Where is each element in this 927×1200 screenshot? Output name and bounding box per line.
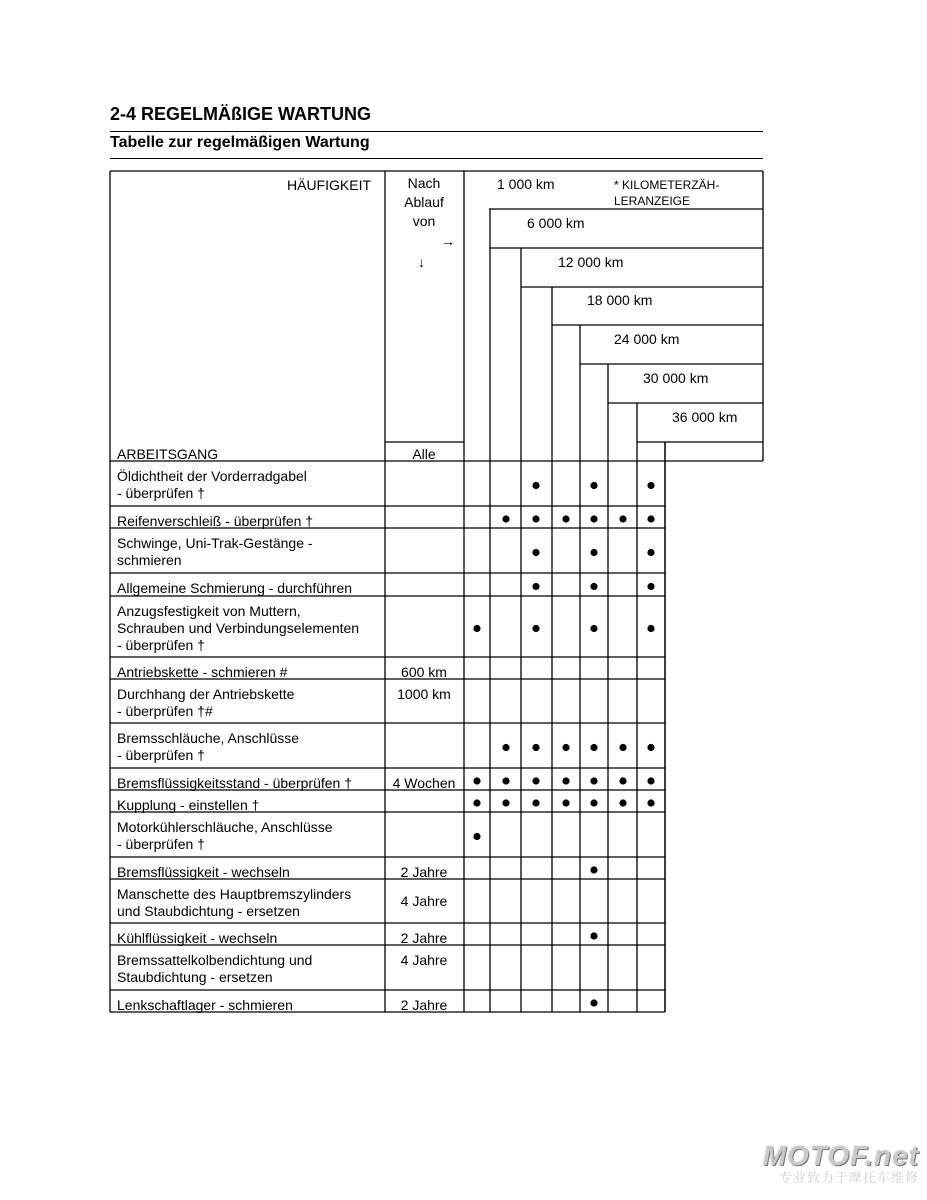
maintenance-mark (590, 932, 597, 939)
task-text: - überprüfen †# (117, 703, 213, 719)
maintenance-mark (502, 744, 509, 751)
maintenance-mark (562, 799, 569, 806)
maintenance-mark (590, 744, 597, 751)
maintenance-mark (590, 583, 597, 590)
watermark (763, 1142, 919, 1186)
km-header-label: 1 000 km (497, 176, 555, 192)
maintenance-mark (619, 777, 626, 784)
task-text: - überprüfen † (117, 485, 205, 501)
km-header-label: 12 000 km (558, 254, 624, 270)
task-text: - überprüfen † (117, 836, 205, 852)
watermark-tagline: 专业致力于摩托车维修 (778, 1170, 919, 1185)
arrow-down-icon: ↓ (418, 254, 425, 270)
task-text: Anzugsfestigkeit von Muttern, (117, 603, 301, 619)
maintenance-mark (502, 777, 509, 784)
task-text: Kühlflüssigkeit - wechseln (117, 930, 278, 946)
km-header-label: 24 000 km (614, 331, 680, 347)
maintenance-mark (562, 515, 569, 522)
interval-text: 4 Wochen (392, 775, 456, 791)
interval-text: 4 Jahre (400, 893, 448, 909)
maintenance-mark (619, 515, 626, 522)
task-text: und Staubdichtung - ersetzen (117, 903, 300, 919)
maintenance-mark (532, 799, 539, 806)
maintenance-mark (647, 799, 654, 806)
interval-text: 4 Jahre (400, 952, 448, 968)
maintenance-mark (647, 583, 654, 590)
interval-header-line: Ablauf (404, 194, 444, 210)
maintenance-mark (473, 625, 480, 632)
maintenance-mark (502, 515, 509, 522)
maintenance-mark (647, 744, 654, 751)
task-text: Bremsflüssigkeit - wechseln (117, 864, 290, 880)
maintenance-mark (590, 777, 597, 784)
maintenance-mark (532, 583, 539, 590)
section-title: 2-4 REGELMÄßIGE WARTUNG (110, 104, 372, 124)
maintenance-mark (590, 866, 597, 873)
task-text: Antriebskette - schmieren # (117, 664, 288, 680)
maintenance-mark (562, 744, 569, 751)
maintenance-mark (647, 777, 654, 784)
interval-text: 1000 km (397, 686, 451, 702)
maintenance-mark (532, 482, 539, 489)
maintenance-mark (532, 744, 539, 751)
task-text: Öldichtheit der Vorderradgabel (117, 468, 307, 484)
maintenance-mark (647, 515, 654, 522)
task-text: Schrauben und Verbindungselementen (117, 620, 360, 636)
interval-text: 2 Jahre (400, 930, 448, 946)
task-text: Reifenverschleiß - überprüfen † (117, 513, 314, 529)
maintenance-mark (590, 549, 597, 556)
interval-text: 600 km (401, 664, 447, 680)
task-text: - überprüfen † (117, 637, 205, 653)
maintenance-mark (590, 799, 597, 806)
maintenance-mark (562, 777, 569, 784)
task-text: Lenkschaftlager - schmieren (117, 997, 293, 1013)
interval-text: 2 Jahre (400, 997, 448, 1013)
km-header-label: 30 000 km (643, 370, 709, 386)
interval-all-label: Alle (412, 446, 436, 462)
interval-header-line: von (412, 213, 436, 229)
table-subtitle: Tabelle zur regelmäßigen Wartung (110, 134, 370, 151)
maintenance-mark (473, 777, 480, 784)
arrow-right-icon: → (441, 233, 455, 249)
km-header-label: 18 000 km (587, 292, 653, 308)
task-text: Schwinge, Uni-Trak-Gestänge - (117, 535, 313, 551)
maintenance-mark (619, 744, 626, 751)
maintenance-mark (473, 833, 480, 840)
maintenance-mark (532, 625, 539, 632)
frequency-label: HÄUFIGKEIT (287, 177, 372, 193)
maintenance-mark (532, 549, 539, 556)
maintenance-mark (590, 999, 597, 1006)
maintenance-mark (647, 549, 654, 556)
task-text: schmieren (117, 552, 182, 568)
task-text: Bremssattelkolbendichtung und (117, 952, 313, 968)
odometer-note-line: LERANZEIGE (614, 194, 691, 208)
task-text: Staubdichtung - ersetzen (117, 969, 273, 985)
task-text: Kupplung - einstellen † (117, 797, 260, 813)
watermark-logo: MOTOF.net (762, 1140, 919, 1171)
interval-text: 2 Jahre (400, 864, 448, 880)
task-text: Bremsflüssigkeitsstand - überprüfen † (117, 775, 352, 791)
maintenance-mark (532, 777, 539, 784)
km-header-label: 36 000 km (672, 409, 738, 425)
maintenance-mark (502, 799, 509, 806)
maintenance-mark (647, 625, 654, 632)
odometer-note-line: * KILOMETERZÄH- (614, 178, 720, 192)
task-text: Allgemeine Schmierung - durchführen (117, 580, 353, 596)
task-text: Bremsschläuche, Anschlüsse (117, 730, 300, 746)
maintenance-mark (619, 799, 626, 806)
maintenance-mark (473, 799, 480, 806)
maintenance-mark (590, 482, 597, 489)
maintenance-mark (532, 515, 539, 522)
operation-label: ARBEITSGANG (117, 446, 219, 462)
task-text: Manschette des Hauptbremszylinders (117, 886, 352, 902)
interval-header-line: Nach (407, 175, 441, 191)
maintenance-mark (647, 482, 654, 489)
maintenance-mark (590, 625, 597, 632)
task-text: - überprüfen † (117, 747, 205, 763)
task-text: Durchhang der Antriebskette (117, 686, 295, 702)
maintenance-mark (590, 515, 597, 522)
task-text: Motorkühlerschläuche, Anschlüsse (117, 819, 333, 835)
km-header-label: 6 000 km (527, 215, 585, 231)
